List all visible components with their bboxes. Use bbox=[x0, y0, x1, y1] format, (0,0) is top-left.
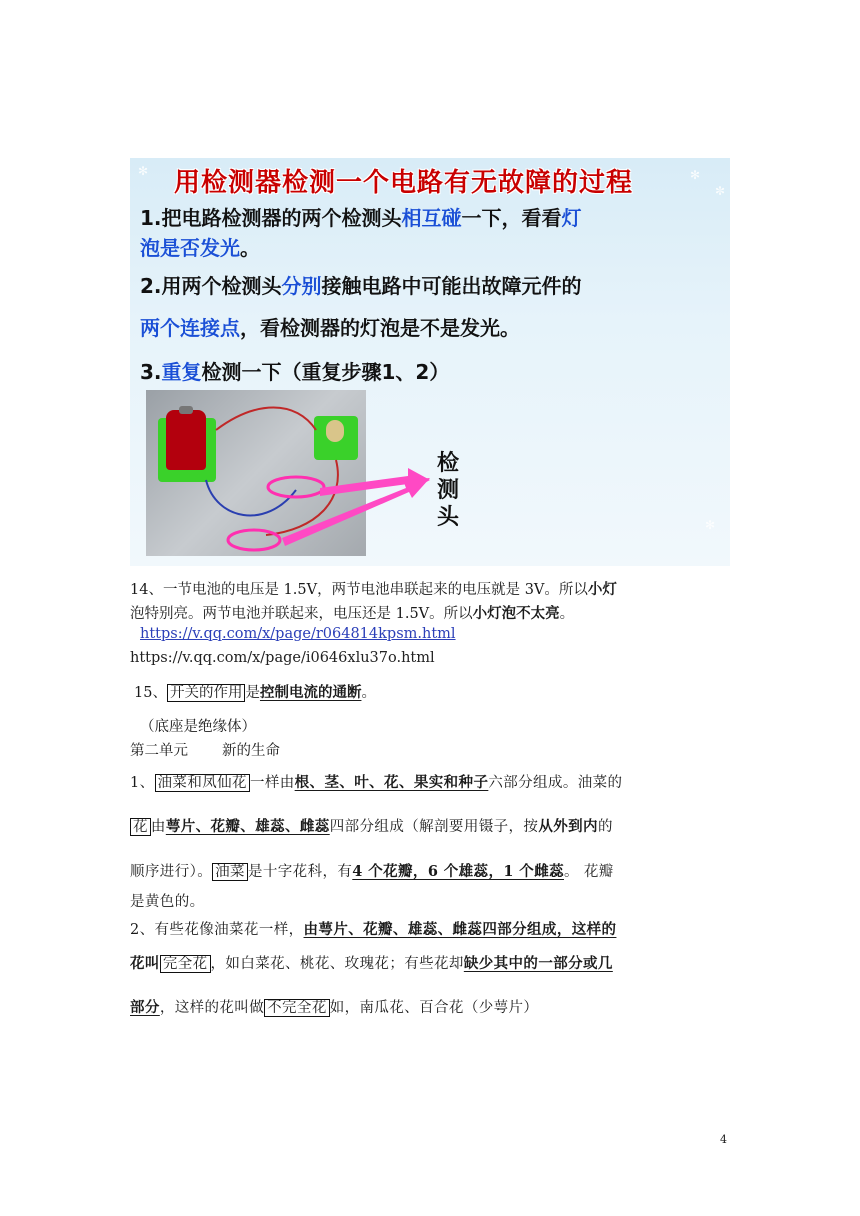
q1-line-2: 花 由萼片、花瓣、雄蕊、雌蕊四部分组成（解剖要用镊子，按从外到内的 bbox=[130, 815, 613, 836]
slide-step-1: 1.把电路检测器的两个检测头相互碰一下，看看灯 bbox=[140, 206, 582, 230]
q1-line-3: 顺序进行）。 油菜 是十字花科，有4 个花瓣，6 个雄蕊，1 个雌蕊。 花瓣 bbox=[130, 863, 614, 880]
boxed-term: 开关的作用 bbox=[167, 684, 246, 702]
item-14-line-1: 14、一节电池的电压是 1.5V，两节电池串联起来的电压就是 3V。所以小灯 bbox=[130, 581, 617, 598]
q2-line-3: 部分，这样的花叫做 不完全花 如，南瓜花、百合花（少萼片） bbox=[130, 999, 539, 1016]
snowflake-icon: ✻ bbox=[690, 168, 701, 182]
slide-step-2-cont: 两个连接点，看检测器的灯泡是不是发光。 bbox=[140, 316, 520, 340]
slide-image bbox=[130, 158, 730, 566]
slide-title: 用检测器检测一个电路有无故障的过程 bbox=[174, 168, 634, 198]
page-number: 4 bbox=[720, 1133, 727, 1146]
snowflake-icon: ✼ bbox=[715, 184, 726, 198]
item-15: 15、 开关的作用 是控制电流的通断。 bbox=[134, 684, 376, 701]
snowflake-icon: ✻ bbox=[705, 518, 716, 532]
probe-label: 检 测 头 bbox=[436, 451, 459, 530]
q2-line-2: 花叫 完全花 ，如白菜花、桃花、玫瑰花；有些花却缺少其中的一部分或几 bbox=[130, 955, 613, 972]
q2-line-1: 2、有些花像油菜花一样，由萼片、花瓣、雄蕊、雌蕊四部分组成，这样的 bbox=[130, 921, 617, 938]
probe-arrows bbox=[130, 158, 730, 566]
snowflake-icon: ✻ bbox=[138, 164, 149, 178]
q1-line-1: 1、 油菜和凤仙花 一样由根、茎、叶、花、果实和种子六部分组成。油菜的 bbox=[130, 774, 623, 791]
unit-heading: 第二单元 新的生命 bbox=[130, 743, 280, 759]
item-14-line-2: 泡特别亮。两节电池并联起来，电压还是 1.5V。所以小灯泡不太亮。 bbox=[130, 605, 575, 622]
video-link-1[interactable]: https://v.qq.com/x/page/r064814kpsm.html bbox=[140, 626, 456, 642]
slide-step-1-cont: 泡是否发光。 bbox=[140, 236, 260, 260]
slide-step-3: 3.重复检测一下（重复步骤1、2） bbox=[140, 360, 450, 384]
video-link-2: https://v.qq.com/x/page/i0646xlu37o.html bbox=[130, 650, 435, 666]
q1-line-4: 是黄色的。 bbox=[130, 894, 205, 910]
slide-step-2: 2.用两个检测头分别接触电路中可能出故障元件的 bbox=[140, 274, 582, 298]
item-15-note: （底座是绝缘体） bbox=[140, 719, 256, 735]
